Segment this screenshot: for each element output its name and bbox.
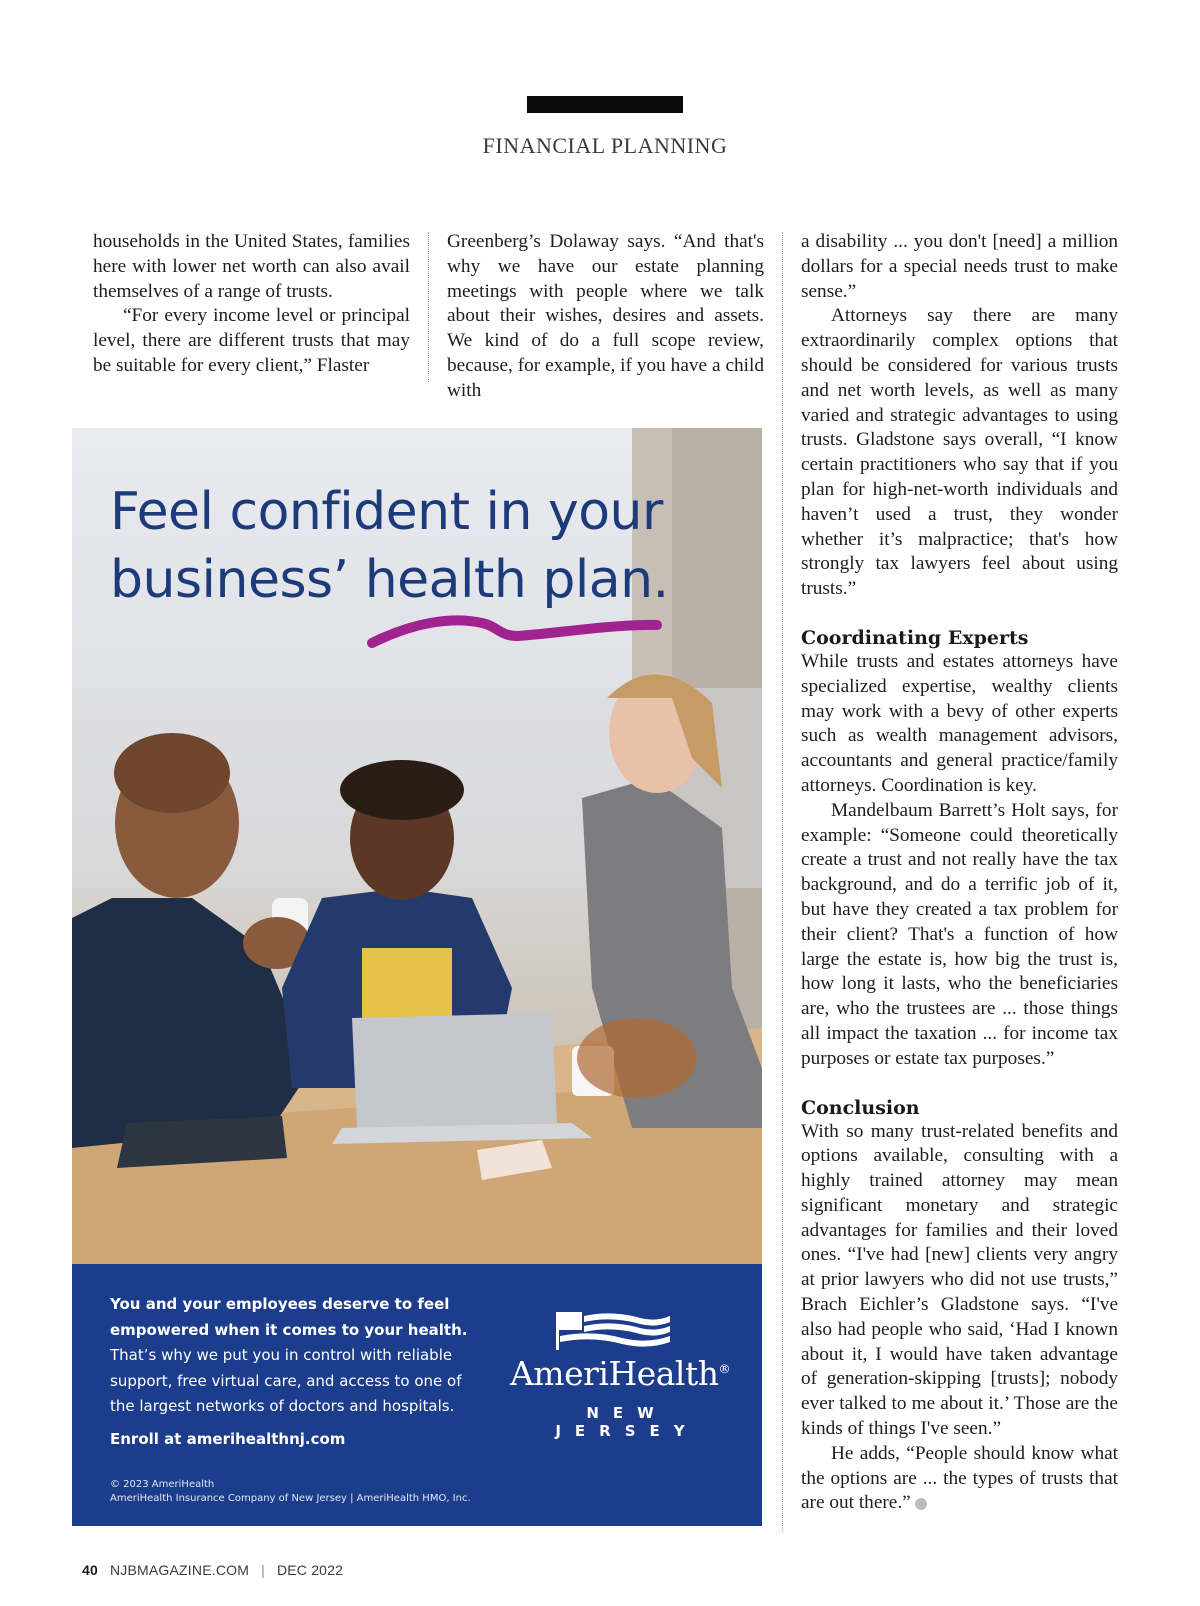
amerihealth-logo xyxy=(500,1304,740,1440)
section-bar xyxy=(527,96,683,113)
subhead-conclusion: Conclusion xyxy=(801,1096,920,1119)
issue-date: DEC 2022 xyxy=(276,1562,344,1578)
amerihealth-advertisement[interactable] xyxy=(72,428,762,1526)
logo-wordmark xyxy=(500,1354,740,1393)
magazine-site: NJBMAGAZINE.COM xyxy=(109,1562,250,1578)
paragraph: While trusts and estates attorneys have specialized expertise, wealthy clients may work with a bevy of other experts such as wealth management advisors, accountants and general practice/family attorneys. Coordination is key. xyxy=(801,650,1118,796)
ad-enroll-link[interactable]: Enroll at amerihealthnj.com xyxy=(110,1430,346,1448)
ad-company: AmeriHealth Insurance Company of New Jersey | AmeriHealth HMO, Inc. xyxy=(110,1493,471,1504)
logo-subtitle: NEW JERSEY xyxy=(555,1404,699,1440)
swoosh-underline xyxy=(72,428,762,1264)
ad-lead-text xyxy=(110,1292,470,1343)
article-column-2 xyxy=(447,230,764,404)
article-column-3 xyxy=(801,230,1118,1516)
ad-legal-text xyxy=(110,1478,471,1506)
ad-lead-line: empowered when it comes to your health. xyxy=(110,1320,468,1339)
page-number: 40 xyxy=(82,1562,98,1578)
registered-mark: ® xyxy=(718,1362,731,1376)
paragraph: Mandelbaum Barrett’s Holt says, for example: “Someone could theoretically create a trust and not really have the tax background, and do a terrific job of it, but have they created a tax problem for their client? That's a function of how large the estate is, how big the trust is, how long it lasts, who the beneficiaries are, who the trustees are ... those things all impact the taxation ... for income tax purposes or estate tax purposes.” xyxy=(801,799,1118,1069)
page-footer xyxy=(82,1562,343,1578)
ad-photo xyxy=(72,428,762,1264)
paragraph: Attorneys say there are many extraordinarily complex options that should be considered for various trusts and net worth levels, as well as many varied and strategic advantages to using trusts. Gladstone says overall, “I know certain practitioners who say that if you plan for high-net-worth individuals and haven’t used a trust, they wonder whether it’s malpractice; that's how strongly tax lawyers feel about using trusts.” xyxy=(801,305,1118,600)
section-title: FINANCIAL PLANNING xyxy=(482,133,728,158)
ad-copyright: © 2023 AmeriHealth xyxy=(110,1479,215,1490)
paragraph: households in the United States, families here with lower net worth can also avail themselves of a range of trusts. xyxy=(93,231,410,302)
ad-info-band xyxy=(72,1264,762,1526)
logo-name: AmeriHealth xyxy=(509,1354,719,1393)
footer-separator: | xyxy=(261,1562,265,1578)
ad-body-text: That’s why we put you in control with reliable support, free virtual care, and access to one of the largest networks of doctors and hospitals. xyxy=(110,1346,462,1415)
paragraph xyxy=(801,1442,1118,1516)
ad-headline-line: business’ health plan. xyxy=(110,550,669,610)
article-column-1 xyxy=(93,230,410,379)
paragraph: Greenberg’s Dolaway says. “And that's why we have our estate planning meetings with people where we talk about their wishes, desires and assets. We kind of do a full scope review, because, for example, if you have a child with xyxy=(447,231,764,401)
flag-icon xyxy=(552,1312,672,1350)
paragraph-text: He adds, “People should know what the options are ... the types of trusts that are out there.” xyxy=(801,1442,1118,1514)
column-divider xyxy=(782,232,783,1532)
paragraph: With so many trust-related benefits and options available, consulting with a highly trained attorney may mean significant monetary and strategic advantages for families and their loved ones. “I've had [new] clients very angry at prior lawyers who did not use trusts,” Brach Eichler’s Gladstone says. “I've also had people who said, ‘Had I known about it, I would have taken advantage of generation-skipping [trusts]; nobody ever talked to me about it.’ Those are the kinds of things I've seen.” xyxy=(801,1120,1118,1440)
end-of-article-icon xyxy=(915,1498,927,1510)
column-divider xyxy=(428,232,429,382)
paragraph: “For every income level or principal level, there are different trusts that may be suitable for every client,” Flaster xyxy=(93,305,410,376)
ad-headline-line: Feel confident in your xyxy=(110,482,663,542)
subhead-coordinating-experts: Coordinating Experts xyxy=(801,626,1029,649)
paragraph: a disability ... you don't [need] a million dollars for a special needs trust to make sense.” xyxy=(801,231,1118,302)
ad-lead-line: You and your employees deserve to feel xyxy=(110,1295,450,1313)
